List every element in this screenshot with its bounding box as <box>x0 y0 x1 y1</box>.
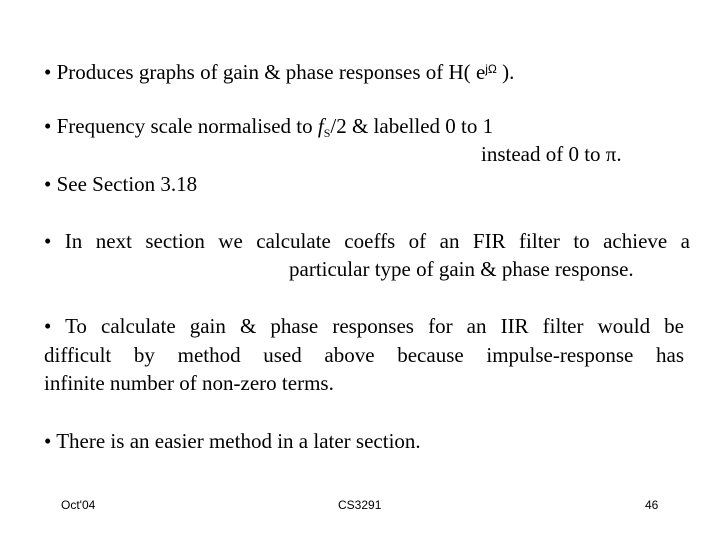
bullet-iir-line1: • To calculate gain & phase responses for an IIR filter would be <box>44 314 684 338</box>
bullet-2-f: f <box>317 114 324 138</box>
bullet-1-text: • Produces graphs of gain & phase responses of H( <box>44 60 476 84</box>
bullet-1-e: e <box>475 60 486 84</box>
bullet-2-text: • Frequency scale normalised to <box>44 114 318 138</box>
bullet-1-superscript: jΩ <box>485 62 497 76</box>
bullet-iir-line2: difficult by method used above because impulse-response has <box>44 343 684 367</box>
bullet-fir-next-section-line2: particular type of gain & phase response. <box>289 257 634 281</box>
bullet-1-suffix: ). <box>496 60 515 84</box>
bullet-iir-line3: infinite number of non-zero terms. <box>44 371 334 395</box>
bullet-see-section: • See Section 3.18 <box>44 172 198 196</box>
footer-course: CS3291 <box>338 498 382 512</box>
footer-page-number: 46 <box>645 498 659 512</box>
bullet-frequency-scale <box>44 114 493 145</box>
bullet-fir-next-section: • In next section we calculate coeffs of an FIR filter to achieve a <box>44 229 690 253</box>
bullet-gain-phase-graphs <box>44 57 514 84</box>
bullet-easier-method: • There is an easier method in a later section. <box>44 429 421 453</box>
bullet-frequency-scale-line2: instead of 0 to π. <box>481 142 622 166</box>
bullet-2-suffix: /2 & labelled 0 to 1 <box>330 114 494 138</box>
bullet-2-subscript: S <box>323 126 331 140</box>
footer-date: Oct'04 <box>61 498 96 512</box>
